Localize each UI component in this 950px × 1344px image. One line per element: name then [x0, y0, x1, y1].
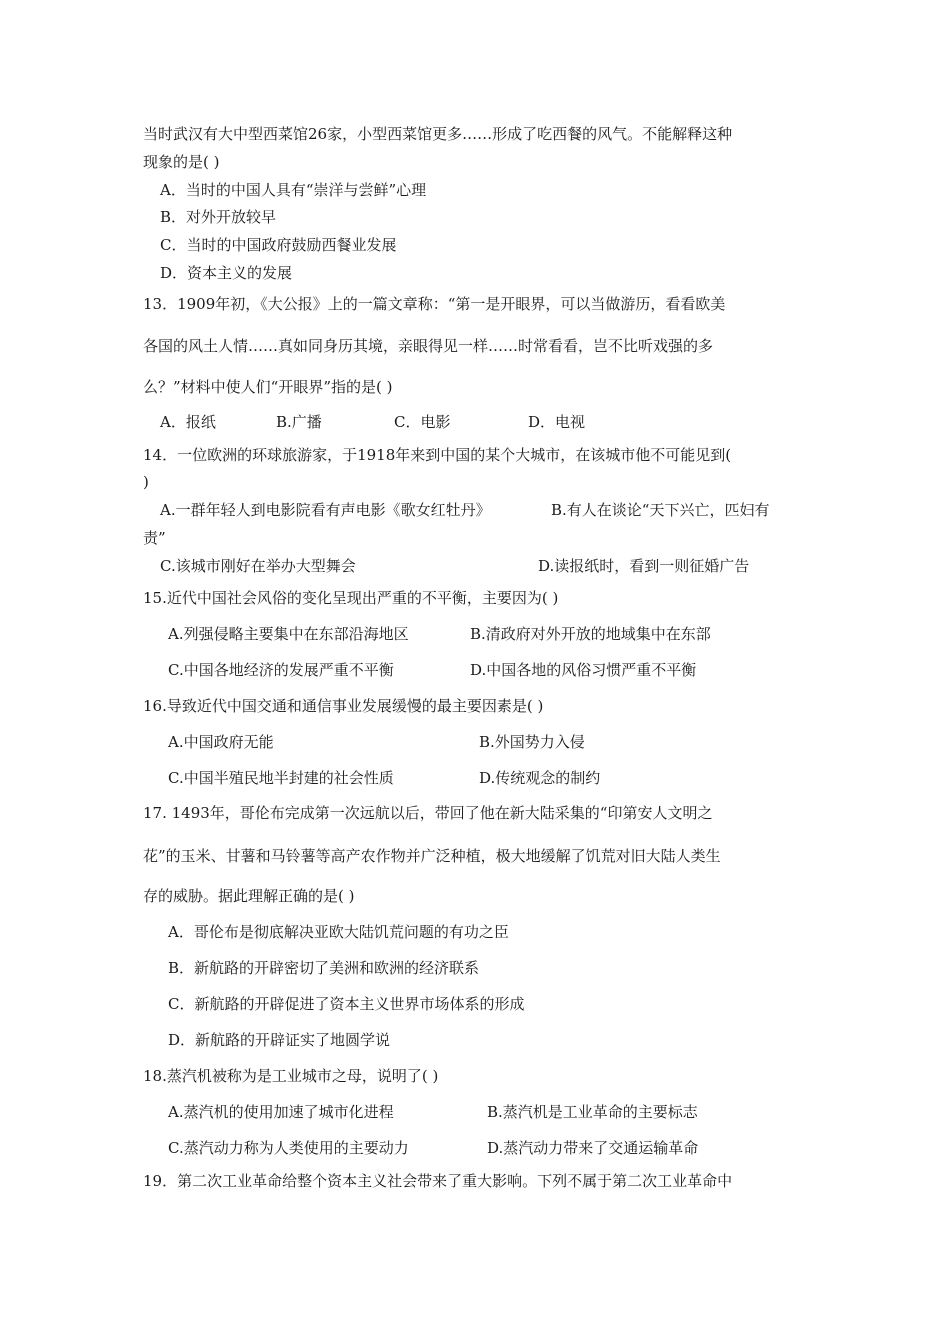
q17-option-a: A．哥伦布是彻底解决亚欧大陆饥荒问题的有功之臣 [168, 923, 509, 941]
q14-option-a: A.一群年轻人到电影院看有声电影《歌女红牡丹》 [160, 501, 491, 519]
q12-option-d: D．资本主义的发展 [160, 264, 293, 282]
q13-stem-line-2: 各国的风土人情……真如同身历其境，亲眼得见一样……时常看看，岂不比听戏强的多 [143, 337, 714, 355]
q13-option-b: B.广播 [276, 413, 322, 431]
q12-stem-line-1: 当时武汉有大中型西菜馆26家，小型西菜馆更多……形成了吃西餐的风气。不能解释这种 [143, 125, 733, 143]
q13-stem-line-1: 13．1909年初，《大公报》上的一篇文章称：“第一是开眼界，可以当做游历，看看欧美 [143, 295, 726, 313]
q18-option-d: D.蒸汽动力带来了交通运输革命 [487, 1139, 699, 1157]
q16-option-c: C.中国半殖民地半封建的社会性质 [168, 769, 394, 787]
q13-option-a: A．报纸 [160, 413, 216, 431]
q16-option-b: B.外国势力入侵 [479, 733, 585, 751]
q12-stem-line-2: 现象的是( ) [143, 153, 220, 171]
q15-option-c: C.中国各地经济的发展严重不平衡 [168, 661, 394, 679]
q16-stem: 16.导致近代中国交通和通信事业发展缓慢的最主要因素是( ) [143, 697, 544, 715]
q18-option-b: B.蒸汽机是工业革命的主要标志 [487, 1103, 698, 1121]
q14-stem-line-2: ) [143, 473, 149, 491]
q18-stem: 18.蒸汽机被称为是工业城市之母，说明了( ) [143, 1067, 439, 1085]
q13-stem-line-3: 么？”材料中使人们“开眼界”指的是( ) [143, 378, 393, 396]
q14-option-c: C.该城市刚好在举办大型舞会 [160, 557, 356, 575]
q14-option-d: D.读报纸时，看到一则征婚广告 [538, 557, 750, 575]
q19-stem: 19．第二次工业革命给整个资本主义社会带来了重大影响。下列不属于第二次工业革命中 [143, 1172, 733, 1190]
q17-stem-line-2: 花”的玉米、甘薯和马铃薯等高产农作物并广泛种植，极大地缓解了饥荒对旧大陆人类生 [143, 847, 721, 865]
q17-option-b: B．新航路的开辟密切了美洲和欧洲的经济联系 [168, 959, 480, 977]
q12-option-b: B．对外开放较早 [160, 208, 277, 226]
q15-option-b: B.清政府对外开放的地域集中在东部 [470, 625, 711, 643]
q17-stem-line-3: 存的威胁。据此理解正确的是( ) [143, 887, 355, 905]
q18-option-a: A.蒸汽机的使用加速了城市化进程 [168, 1103, 394, 1121]
q14-option-b-cont: 责” [143, 529, 166, 547]
q12-option-a: A．当时的中国人具有“崇洋与尝鲜”心理 [160, 181, 427, 199]
q17-stem-line-1: 17. 1493年，哥伦布完成第一次远航以后，带回了他在新大陆采集的“印第安人文明之 [143, 804, 713, 822]
q15-option-d: D.中国各地的风俗习惯严重不平衡 [470, 661, 697, 679]
q18-option-c: C.蒸汽动力称为人类使用的主要动力 [168, 1139, 409, 1157]
q13-option-d: D．电视 [528, 413, 586, 431]
q12-option-c: C．当时的中国政府鼓励西餐业发展 [160, 236, 397, 254]
q16-option-a: A.中国政府无能 [168, 733, 274, 751]
q15-stem: 15.近代中国社会风俗的变化呈现出严重的不平衡，主要因为( ) [143, 589, 559, 607]
q14-option-b: B.有人在谈论“天下兴亡，匹妇有 [551, 501, 770, 519]
q17-option-c: C．新航路的开辟促进了资本主义世界市场体系的形成 [168, 995, 525, 1013]
q14-stem-line-1: 14．一位欧洲的环球旅游家，于1918年来到中国的某个大城市，在该城市他不可能见到( [143, 446, 732, 464]
q16-option-d: D.传统观念的制约 [479, 769, 601, 787]
q15-option-a: A.列强侵略主要集中在东部沿海地区 [168, 625, 409, 643]
q17-option-d: D．新航路的开辟证实了地圆学说 [168, 1031, 391, 1049]
q13-option-c: C．电影 [394, 413, 451, 431]
